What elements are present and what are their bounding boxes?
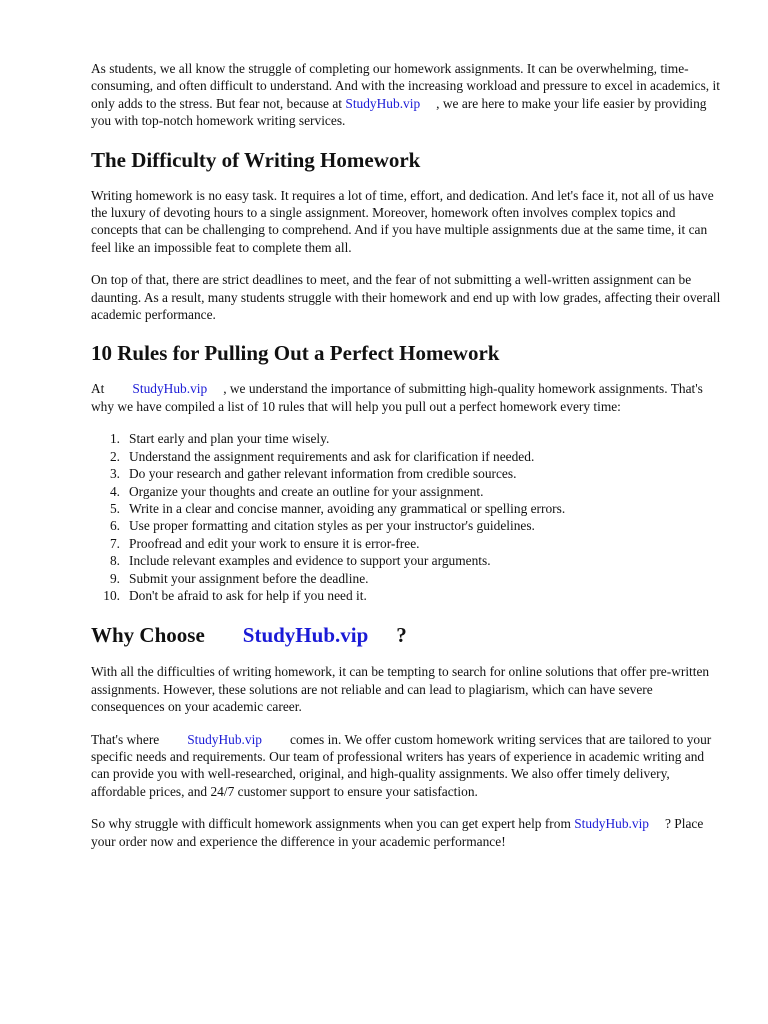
list-item-number: 7.	[109, 535, 120, 551]
document-page	[91, 60, 721, 850]
list-item-text: Understand the assignment requirements and ask for clarification if needed.	[129, 448, 535, 464]
list-item	[91, 430, 721, 447]
why-p3-before: So why struggle with difficult homework assignments when you can get expert help from	[91, 816, 571, 832]
why-p2-before: That's where	[91, 731, 160, 747]
list-item	[91, 535, 721, 552]
difficulty-paragraph-2: On top of that, there are strict deadlines to meet, and the fear of not submitting a well-written assignment can be daunting. As a result, many students struggle with their homework and end up with low grades, affecting their overall academic performance.	[91, 272, 721, 323]
heading-why-choose	[91, 622, 721, 648]
why-paragraph-3	[91, 815, 721, 850]
list-item-number: 1.	[109, 431, 120, 447]
list-item-text: Include relevant examples and evidence to support your arguments.	[129, 553, 491, 569]
list-item-number: 4.	[109, 483, 120, 499]
intro-text-after: , we are here to make your life easier by providing you with top-notch homework writing services.	[91, 95, 707, 129]
rules-list	[91, 430, 721, 604]
studyhub-link[interactable]: StudyHub.vip	[187, 731, 263, 747]
heading-rules: 10 Rules for Pulling Out a Perfect Homework	[91, 341, 500, 366]
studyhub-link[interactable]: StudyHub.vip	[574, 816, 650, 832]
rules-intro-paragraph	[91, 380, 721, 415]
studyhub-link[interactable]: StudyHub.vip	[345, 95, 421, 111]
heading-difficulty: The Difficulty of Writing Homework	[91, 147, 421, 172]
list-item-number: 10.	[103, 587, 120, 603]
intro-paragraph	[91, 60, 721, 130]
studyhub-link[interactable]: StudyHub.vip	[242, 623, 369, 648]
list-item-number: 3.	[109, 466, 120, 482]
why-paragraph-2	[91, 731, 721, 801]
list-item	[91, 552, 721, 569]
heading-why-before: Why Choose	[91, 623, 205, 648]
list-item-text: Submit your assignment before the deadline.	[129, 570, 369, 586]
rules-intro-before: At	[91, 381, 105, 397]
why-p3-after: ? Place your order now and experience the difference in your academic performance!	[91, 816, 704, 849]
difficulty-paragraph-1: Writing homework is no easy task. It requires a lot of time, effort, and dedication. And let's face it, not all of us have the luxury of devoting hours to a single assignment. Moreover, homework often involves complex topics and concepts that can be challenging to comprehend. And if you have multiple assignments due at the same time, it can feel like an impossible feat to complete them all.	[91, 187, 714, 255]
list-item-number: 6.	[109, 518, 120, 534]
studyhub-link[interactable]: StudyHub.vip	[132, 381, 208, 397]
list-item-text: Write in a clear and concise manner, avoiding any grammatical or spelling errors.	[129, 500, 566, 516]
list-item	[91, 465, 721, 482]
list-item-number: 8.	[109, 553, 120, 569]
list-item-text: Organize your thoughts and create an outline for your assignment.	[129, 483, 484, 499]
why-paragraph-1: With all the difficulties of writing homework, it can be tempting to search for online solutions that offer pre-written assignments. However, these solutions are not reliable and can lead to plagiarism, which can have severe consequences on your academic career.	[91, 664, 710, 715]
list-item-number: 2.	[109, 448, 120, 464]
list-item-number: 5.	[109, 500, 120, 516]
list-item-text: Proofread and edit your work to ensure it is error-free.	[129, 535, 420, 551]
heading-why-after: ?	[396, 623, 407, 648]
list-item	[91, 483, 721, 500]
list-item	[91, 587, 721, 604]
list-item-text: Start early and plan your time wisely.	[129, 431, 330, 447]
list-item-text: Use proper formatting and citation styles as per your instructor's guidelines.	[129, 518, 535, 534]
rules-intro-after: , we understand the importance of submitting high-quality homework assignments. That's why we have compiled a list of 10 rules that will help you pull out a perfect homework every time:	[91, 381, 703, 414]
list-item	[91, 448, 721, 465]
list-item	[91, 517, 721, 534]
list-item-text: Don't be afraid to ask for help if you need it.	[129, 587, 367, 603]
list-item	[91, 500, 721, 517]
list-item-number: 9.	[109, 570, 120, 586]
why-p2-after: comes in. We offer custom homework writing services that are tailored to your specific needs and requirements. Our team of professional writers has years of experience in academic writing and can provide you with well-researched, original, and high-quality assignments. We also offer timely delivery, affordable prices, and 24/7 customer support to ensure your satisfaction.	[91, 731, 712, 799]
list-item	[91, 570, 721, 587]
intro-text-before: As students, we all know the struggle of completing our homework assignments. It can be overwhelming, time-consuming, and often difficult to understand. And with the increasing workload and pressure to excel in academics, it only adds to the stress. But fear not, because at	[91, 61, 720, 111]
list-item-text: Do your research and gather relevant information from credible sources.	[129, 466, 517, 482]
